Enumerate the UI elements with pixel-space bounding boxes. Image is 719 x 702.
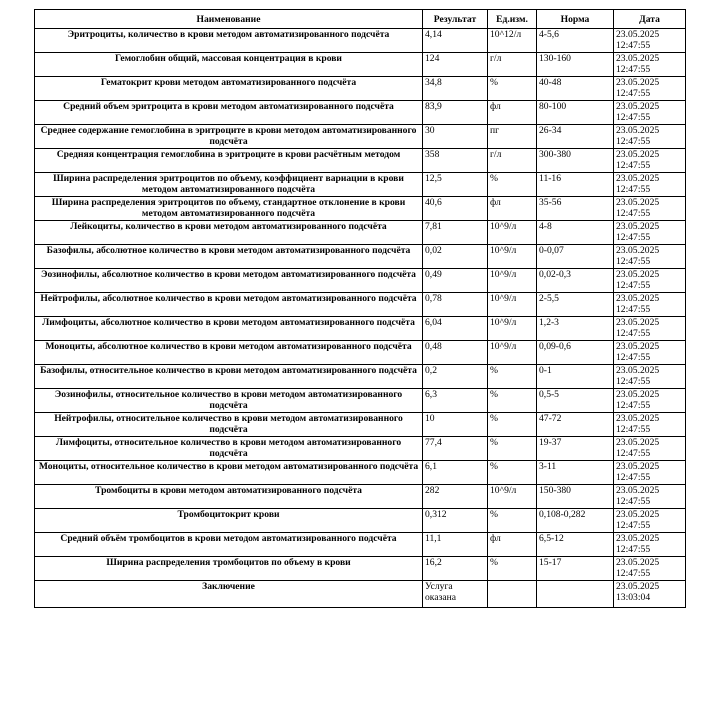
time-value: 12:47:55 bbox=[616, 352, 651, 363]
result-cell: 0,2 bbox=[423, 365, 488, 389]
time-value: 12:47:55 bbox=[616, 328, 651, 339]
unit-cell: 10^9/л bbox=[488, 317, 537, 341]
table-row bbox=[35, 293, 686, 317]
unit-cell: % bbox=[488, 365, 537, 389]
test-name-cell: Ширина распределения тромбоцитов по объему в крови bbox=[35, 557, 423, 581]
test-name-cell: Нейтрофилы, абсолютное количество в крови методом автоматизированного подсчёта bbox=[35, 293, 423, 317]
time-value: 12:47:55 bbox=[616, 520, 651, 531]
table-row bbox=[35, 317, 686, 341]
date-cell bbox=[614, 461, 686, 485]
norm-cell: 1,2-3 bbox=[537, 317, 614, 341]
norm-cell: 2-5,5 bbox=[537, 293, 614, 317]
date-value: 23.05.2025 bbox=[616, 413, 660, 424]
table-row bbox=[35, 125, 686, 149]
time-value: 12:47:55 bbox=[616, 304, 651, 315]
result-cell: 40,6 bbox=[423, 197, 488, 221]
time-value: 12:47:55 bbox=[616, 496, 651, 507]
date-value: 23.05.2025 bbox=[616, 485, 660, 496]
unit-cell: г/л bbox=[488, 149, 537, 173]
date-cell bbox=[614, 389, 686, 413]
date-value: 23.05.2025 bbox=[616, 77, 660, 88]
table-row bbox=[35, 533, 686, 557]
time-value: 12:47:55 bbox=[616, 376, 651, 387]
unit-cell: % bbox=[488, 173, 537, 197]
result-cell: 6,04 bbox=[423, 317, 488, 341]
time-value: 12:47:55 bbox=[616, 472, 651, 483]
date-cell bbox=[614, 53, 686, 77]
date-cell bbox=[614, 341, 686, 365]
table-row bbox=[35, 149, 686, 173]
date-cell bbox=[614, 317, 686, 341]
result-cell: 0,49 bbox=[423, 269, 488, 293]
table-row bbox=[35, 461, 686, 485]
table-row bbox=[35, 245, 686, 269]
norm-cell: 6,5-12 bbox=[537, 533, 614, 557]
time-value: 12:47:55 bbox=[616, 256, 651, 267]
unit-cell: пг bbox=[488, 125, 537, 149]
norm-cell: 0,108-0,282 bbox=[537, 509, 614, 533]
norm-cell: 80-100 bbox=[537, 101, 614, 125]
date-value: 23.05.2025 bbox=[616, 341, 660, 352]
norm-cell: 35-56 bbox=[537, 197, 614, 221]
result-cell: 6,3 bbox=[423, 389, 488, 413]
test-name-cell: Эритроциты, количество в крови методом автоматизированного подсчёта bbox=[35, 29, 423, 53]
unit-cell: % bbox=[488, 413, 537, 437]
table-row bbox=[35, 53, 686, 77]
date-cell bbox=[614, 101, 686, 125]
date-value: 23.05.2025 bbox=[616, 173, 660, 184]
date-cell bbox=[614, 557, 686, 581]
table-row bbox=[35, 581, 686, 608]
test-name-cell: Гемоглобин общий, массовая концентрация в крови bbox=[35, 53, 423, 77]
norm-cell: 40-48 bbox=[537, 77, 614, 101]
time-value: 12:47:55 bbox=[616, 88, 651, 99]
date-cell bbox=[614, 149, 686, 173]
header-result: Результат bbox=[423, 10, 488, 29]
date-value: 23.05.2025 bbox=[616, 245, 660, 256]
result-cell: 16,2 bbox=[423, 557, 488, 581]
test-name-cell: Моноциты, относительное количество в крови методом автоматизированного подсчёта bbox=[35, 461, 423, 485]
test-name-cell: Ширина распределения эритроцитов по объему, коэффициент вариации в крови методом автоматизированного подсчёта bbox=[35, 173, 423, 197]
date-cell bbox=[614, 29, 686, 53]
unit-cell: 10^9/л bbox=[488, 245, 537, 269]
result-cell: 10 bbox=[423, 413, 488, 437]
result-cell: 4,14 bbox=[423, 29, 488, 53]
test-name-cell: Среднее содержание гемоглобина в эритроците в крови методом автоматизированного подсчёта bbox=[35, 125, 423, 149]
date-cell bbox=[614, 77, 686, 101]
lab-results-table bbox=[34, 9, 686, 608]
date-value: 23.05.2025 bbox=[616, 365, 660, 376]
norm-cell: 47-72 bbox=[537, 413, 614, 437]
table-row bbox=[35, 365, 686, 389]
table-row bbox=[35, 485, 686, 509]
test-name-cell: Базофилы, абсолютное количество в крови методом автоматизированного подсчёта bbox=[35, 245, 423, 269]
date-cell bbox=[614, 413, 686, 437]
norm-cell: 0,02-0,3 bbox=[537, 269, 614, 293]
norm-cell: 0,5-5 bbox=[537, 389, 614, 413]
result-cell: 0,02 bbox=[423, 245, 488, 269]
time-value: 12:47:55 bbox=[616, 424, 651, 435]
result-cell: Услуга оказана bbox=[423, 581, 488, 608]
date-cell bbox=[614, 293, 686, 317]
unit-cell: % bbox=[488, 509, 537, 533]
unit-cell: фл bbox=[488, 197, 537, 221]
date-value: 23.05.2025 bbox=[616, 149, 660, 160]
header-date: Дата bbox=[614, 10, 686, 29]
test-name-cell: Тромбоциты в крови методом автоматизированного подсчёта bbox=[35, 485, 423, 509]
header-unit: Ед.изм. bbox=[488, 10, 537, 29]
unit-cell: % bbox=[488, 437, 537, 461]
result-cell: 7,81 bbox=[423, 221, 488, 245]
date-cell bbox=[614, 197, 686, 221]
unit-cell: % bbox=[488, 77, 537, 101]
date-cell bbox=[614, 533, 686, 557]
norm-cell: 26-34 bbox=[537, 125, 614, 149]
date-value: 23.05.2025 bbox=[616, 437, 660, 448]
date-value: 23.05.2025 bbox=[616, 269, 660, 280]
table-row bbox=[35, 101, 686, 125]
result-cell: 11,1 bbox=[423, 533, 488, 557]
date-value: 23.05.2025 bbox=[616, 533, 660, 544]
result-cell: 12,5 bbox=[423, 173, 488, 197]
unit-cell: 10^12/л bbox=[488, 29, 537, 53]
time-value: 13:03:04 bbox=[616, 592, 651, 603]
test-name-cell: Тромбоцитокрит крови bbox=[35, 509, 423, 533]
result-cell: 6,1 bbox=[423, 461, 488, 485]
unit-cell: г/л bbox=[488, 53, 537, 77]
date-cell bbox=[614, 221, 686, 245]
table-row bbox=[35, 341, 686, 365]
unit-cell: 10^9/л bbox=[488, 293, 537, 317]
result-cell: 358 bbox=[423, 149, 488, 173]
norm-cell: 0-1 bbox=[537, 365, 614, 389]
unit-cell: фл bbox=[488, 101, 537, 125]
date-cell bbox=[614, 485, 686, 509]
result-cell: 30 bbox=[423, 125, 488, 149]
test-name-cell: Ширина распределения эритроцитов по объему, стандартное отклонение в крови методом автоматизированного подсчёта bbox=[35, 197, 423, 221]
table-row bbox=[35, 437, 686, 461]
header-name: Наименование bbox=[35, 10, 423, 29]
unit-cell: 10^9/л bbox=[488, 221, 537, 245]
table-row bbox=[35, 557, 686, 581]
norm-cell: 150-380 bbox=[537, 485, 614, 509]
test-name-cell: Эозинофилы, относительное количество в крови методом автоматизированного подсчёта bbox=[35, 389, 423, 413]
date-value: 23.05.2025 bbox=[616, 509, 660, 520]
date-value: 23.05.2025 bbox=[616, 317, 660, 328]
date-cell bbox=[614, 245, 686, 269]
test-name-cell: Лимфоциты, абсолютное количество в крови методом автоматизированного подсчёта bbox=[35, 317, 423, 341]
date-value: 23.05.2025 bbox=[616, 581, 660, 592]
header-row bbox=[35, 10, 686, 29]
time-value: 12:47:55 bbox=[616, 184, 651, 195]
norm-cell: 300-380 bbox=[537, 149, 614, 173]
unit-cell: 10^9/л bbox=[488, 269, 537, 293]
test-name-cell: Эозинофилы, абсолютное количество в крови методом автоматизированного подсчёта bbox=[35, 269, 423, 293]
time-value: 12:47:55 bbox=[616, 448, 651, 459]
table-row bbox=[35, 413, 686, 437]
date-cell bbox=[614, 125, 686, 149]
table-row bbox=[35, 77, 686, 101]
unit-cell bbox=[488, 581, 537, 608]
date-value: 23.05.2025 bbox=[616, 293, 660, 304]
result-cell: 83,9 bbox=[423, 101, 488, 125]
time-value: 12:47:55 bbox=[616, 400, 651, 411]
time-value: 12:47:55 bbox=[616, 160, 651, 171]
test-name-cell: Средний объем эритроцита в крови методом автоматизированного подсчёта bbox=[35, 101, 423, 125]
test-name-cell: Средняя концентрация гемоглобина в эритроците в крови расчётным методом bbox=[35, 149, 423, 173]
test-name-cell: Нейтрофилы, относительное количество в крови методом автоматизированного подсчёта bbox=[35, 413, 423, 437]
table-row bbox=[35, 221, 686, 245]
date-value: 23.05.2025 bbox=[616, 389, 660, 400]
norm-cell bbox=[537, 581, 614, 608]
date-cell bbox=[614, 173, 686, 197]
date-cell bbox=[614, 581, 686, 608]
norm-cell: 11-16 bbox=[537, 173, 614, 197]
result-cell: 0,78 bbox=[423, 293, 488, 317]
date-cell bbox=[614, 509, 686, 533]
test-name-cell: Гематокрит крови методом автоматизированного подсчёта bbox=[35, 77, 423, 101]
norm-cell: 0-0,07 bbox=[537, 245, 614, 269]
time-value: 12:47:55 bbox=[616, 544, 651, 555]
unit-cell: 10^9/л bbox=[488, 341, 537, 365]
test-name-cell: Лимфоциты, относительное количество в крови методом автоматизированного подсчёта bbox=[35, 437, 423, 461]
norm-cell: 3-11 bbox=[537, 461, 614, 485]
time-value: 12:47:55 bbox=[616, 232, 651, 243]
date-value: 23.05.2025 bbox=[616, 461, 660, 472]
date-value: 23.05.2025 bbox=[616, 53, 660, 64]
test-name-cell: Заключение bbox=[35, 581, 423, 608]
test-name-cell: Базофилы, относительное количество в крови методом автоматизированного подсчёта bbox=[35, 365, 423, 389]
result-cell: 0,312 bbox=[423, 509, 488, 533]
result-cell: 77,4 bbox=[423, 437, 488, 461]
table-row bbox=[35, 29, 686, 53]
time-value: 12:47:55 bbox=[616, 208, 651, 219]
time-value: 12:47:55 bbox=[616, 112, 651, 123]
table-row bbox=[35, 269, 686, 293]
unit-cell: фл bbox=[488, 533, 537, 557]
result-cell: 124 bbox=[423, 53, 488, 77]
unit-cell: % bbox=[488, 461, 537, 485]
table-row bbox=[35, 197, 686, 221]
time-value: 12:47:55 bbox=[616, 64, 651, 75]
time-value: 12:47:55 bbox=[616, 136, 651, 147]
date-cell bbox=[614, 437, 686, 461]
date-value: 23.05.2025 bbox=[616, 221, 660, 232]
time-value: 12:47:55 bbox=[616, 568, 651, 579]
test-name-cell: Моноциты, абсолютное количество в крови методом автоматизированного подсчёта bbox=[35, 341, 423, 365]
result-cell: 0,48 bbox=[423, 341, 488, 365]
test-name-cell: Средний объём тромбоцитов в крови методом автоматизированного подсчёта bbox=[35, 533, 423, 557]
time-value: 12:47:55 bbox=[616, 40, 651, 51]
table-row bbox=[35, 173, 686, 197]
date-value: 23.05.2025 bbox=[616, 29, 660, 40]
header-norm: Норма bbox=[537, 10, 614, 29]
unit-cell: 10^9/л bbox=[488, 485, 537, 509]
date-value: 23.05.2025 bbox=[616, 557, 660, 568]
date-cell bbox=[614, 365, 686, 389]
norm-cell: 4-5,6 bbox=[537, 29, 614, 53]
test-name-cell: Лейкоциты, количество в крови методом автоматизированного подсчёта bbox=[35, 221, 423, 245]
norm-cell: 19-37 bbox=[537, 437, 614, 461]
norm-cell: 4-8 bbox=[537, 221, 614, 245]
norm-cell: 0,09-0,6 bbox=[537, 341, 614, 365]
result-cell: 282 bbox=[423, 485, 488, 509]
norm-cell: 130-160 bbox=[537, 53, 614, 77]
table-row bbox=[35, 389, 686, 413]
result-cell: 34,8 bbox=[423, 77, 488, 101]
time-value: 12:47:55 bbox=[616, 280, 651, 291]
date-value: 23.05.2025 bbox=[616, 125, 660, 136]
unit-cell: % bbox=[488, 389, 537, 413]
date-value: 23.05.2025 bbox=[616, 197, 660, 208]
table-row bbox=[35, 509, 686, 533]
unit-cell: % bbox=[488, 557, 537, 581]
date-cell bbox=[614, 269, 686, 293]
norm-cell: 15-17 bbox=[537, 557, 614, 581]
date-value: 23.05.2025 bbox=[616, 101, 660, 112]
